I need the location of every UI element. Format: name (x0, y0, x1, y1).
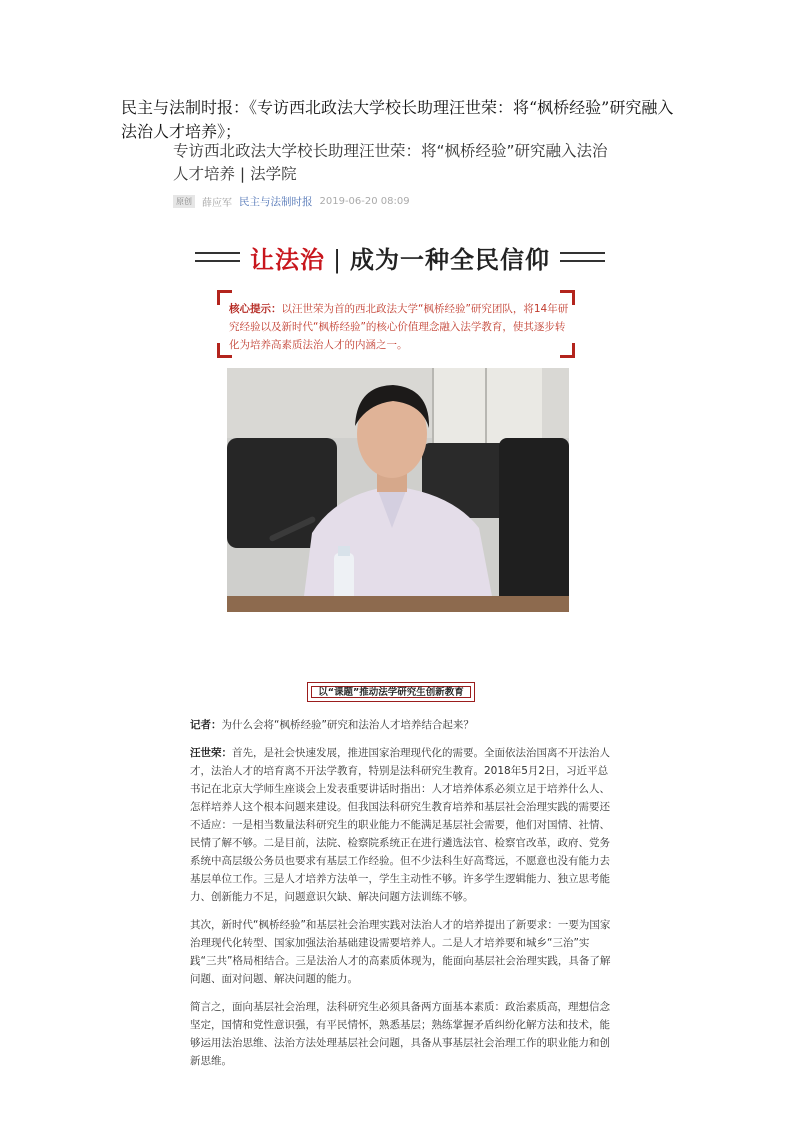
paragraph (190, 716, 614, 734)
slogan-banner (195, 240, 605, 274)
paragraph-text: 为什么会将“枫桥经验”研究和法治人才培养结合起来？ (221, 719, 474, 731)
banner-red-text: 让法治 (249, 244, 325, 274)
paragraph (190, 744, 614, 906)
publish-time: 2019-06-20 08:09 (319, 196, 410, 207)
section-heading: 以“课题”推动法学研究生创新教育 (311, 686, 471, 698)
speaker-label: 汪世荣： (190, 747, 232, 759)
core-tip-box (217, 290, 575, 358)
banner-black-text: 成为一种全民信仰 (350, 244, 551, 274)
banner-rule-right (560, 252, 605, 262)
document-heading: 民主与法制时报：《专访西北政法大学校长助理汪世荣：将“枫桥经验”研究融入法治人才培养》； (121, 98, 674, 141)
banner-text (240, 240, 560, 275)
paragraph-text: 其次，新时代“枫桥经验”和基层社会治理实践对法治人才的培养提出了新要求：一要为国家治理现代化转型、国家加强法治基础建设需要培养人。二是人才培养要和城乡“三治”实践“三共”格局相结合。三是法治人才的高素质体现为，能面向基层社会治理实践，具备了解问题、面对问题、解决问题的能力。 (190, 919, 611, 985)
core-tip-text (229, 300, 569, 354)
portrait-illustration (227, 368, 569, 612)
banner-separator: | (332, 245, 343, 274)
section-heading-box (307, 682, 475, 702)
core-tip-body: 以汪世荣为首的西北政法大学“枫桥经验”研究团队，将14年研究经验以及新时代“枫桥经验”的核心价值理念融入法学教育，使其逐步转化为培养高素质法治人才的内涵之一。 (229, 303, 569, 351)
author: 薛应军 (202, 198, 232, 209)
source-link[interactable]: 民主与法制时报 (239, 196, 313, 208)
original-badge: 原创 (173, 195, 195, 208)
interview-photo (227, 368, 569, 612)
speaker-label: 记者： (190, 719, 222, 731)
article-meta (173, 194, 613, 209)
paragraph (190, 916, 614, 988)
banner-rule-left (195, 252, 240, 262)
paragraph (190, 998, 614, 1070)
article-header (173, 140, 613, 209)
article-body (190, 716, 614, 1080)
paragraph-text: 简言之，面向基层社会治理，法科研究生必须具备两方面基本素质：政治素质高，理想信念坚定，国情和党性意识强，有平民情怀，熟悉基层；熟练掌握矛盾纠纷化解方法和技术，能够运用法治思维、法治方法处理基层社会问题，具备从事基层社会治理工作的职业能力和创新思维。 (190, 1001, 610, 1067)
core-tip-label: 核心提示： (229, 303, 282, 315)
article-title: 专访西北政法大学校长助理汪世荣：将“枫桥经验”研究融入法治人才培养 | 法学院 (173, 142, 608, 183)
paragraph-text: 首先，是社会快速发展，推进国家治理现代化的需要。全面依法治国离不开法治人才，法治人才的培育离不开法学教育，特别是法科研究生教育。2018年5月2日，习近平总书记在北京大学师生座谈会上发表重要讲话时指出：人才培养体系必须立足于培养什么人、怎样培养人这个根本问题来建设。但我国法科研究生教育培养和基层社会治理实践的需要还不适应：一是相当数量法科研究生的职业能力不能满足基层社会需要，他们对国情、社情、民情了解不够。二是目前，法院、检察院系统正在进行遴选法官、检察官改革，政府、党务系统中高层级公务员也要求有基层工作经验。但不少法科生好高骛远，不愿意也没有能力去基层单位工作。三是人才培养方法单一，学生主动性不够。许多学生逻辑能力、独立思考能力、创新能力不足，问题意识欠缺、解决问题方法训练不够。 (190, 747, 610, 903)
